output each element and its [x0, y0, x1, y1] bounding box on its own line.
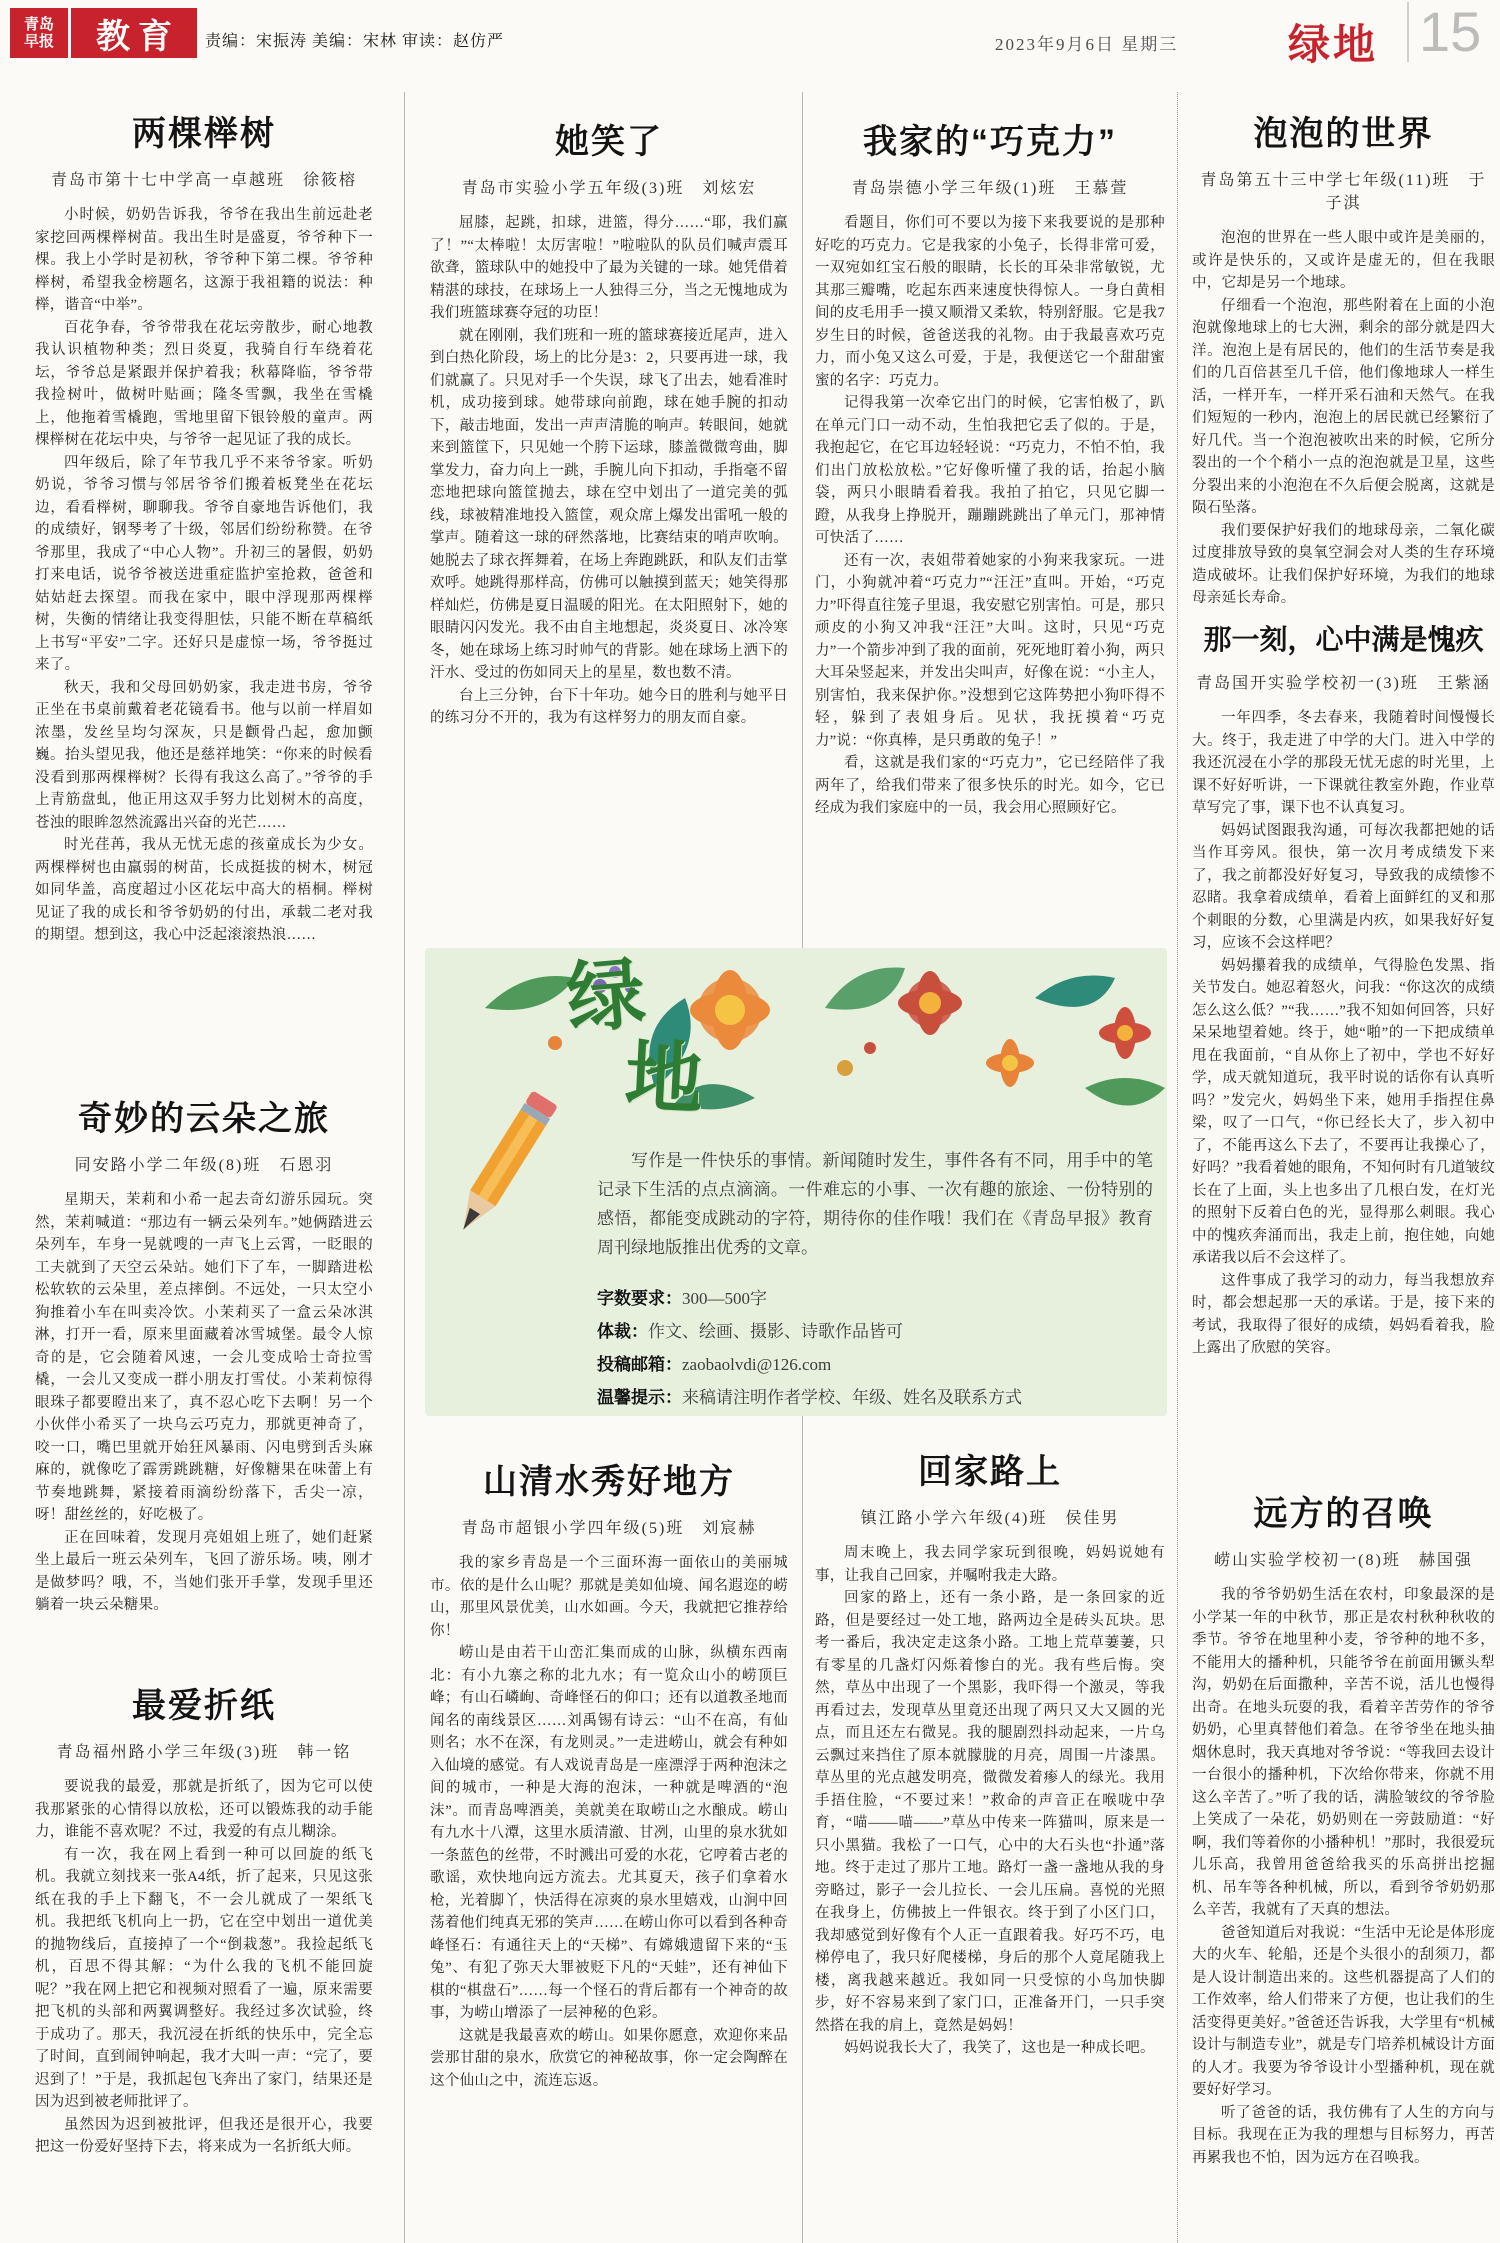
column-divider-1 — [404, 92, 405, 2243]
logo-line2: 早报 — [23, 33, 54, 50]
paragraph: 看，这就是我们家的“巧克力”，它已经陪伴了我两年了，给我们带来了很多快乐的时光。如今，它已经成为我们家庭中的一员，我会用心照顾好它。 — [815, 755, 1165, 816]
article-title: 回家路上 — [918, 1453, 1062, 1491]
article-beautiful-mountain — [430, 1448, 788, 2243]
item-value: 300—500字 — [682, 1289, 767, 1308]
paragraph: 周末晚上，我去同学家玩到很晚，妈妈说她有事，让我自己回家，并嘱咐我走大路。 — [815, 1545, 1165, 1584]
item-label: 投稿邮箱： — [597, 1355, 682, 1374]
paragraph: 听了爸爸的话，我仿佛有了人生的方向与目标。我现在正为我的理想与目标努力，再苦再累我也不怕，因为远方在召唤我。 — [1192, 2104, 1495, 2166]
article-body — [430, 1552, 788, 2092]
column-divider-3 — [1177, 92, 1178, 2243]
paragraph: 看题目，你们可不要以为接下来我要说的是那种好吃的巧克力。它是我家的小兔子，长得非常可爱，一双宛如红宝石般的眼睛，长长的耳朵非常敏锐，尤其那三瓣嘴，吃起东西来速度快得惊人。一身白黄相间的皮毛用手一摸又顺滑又柔软，特别舒服。它是我7岁生日的时候，爸爸送我的礼物。由于我最喜欢巧克力，而小兔又这么可爱，于是，我便送它一个甜甜蜜蜜的名字：巧克力。 — [815, 215, 1165, 389]
article-title: 她笑了 — [555, 123, 663, 161]
paragraph: 我的家乡青岛是一个三面环海一面依山的美丽城市。依的是什么山呢？那就是美如仙境、闻名遐迩的崂山，那里风景优美，山水如画。今天，我就把它推荐给你！ — [430, 1555, 788, 1639]
article-body — [1192, 227, 1495, 605]
submission-items — [597, 1282, 1153, 1414]
paragraph: 妈妈攥着我的成绩单，气得脸色发黑、指关节发白。她忍着怒火，问我：“你这次的成绩怎么这么低？”“我……”我不知如何回答，只好呆呆地望着她。终于，她“啪”的一下把成绩单甩在我面前，“自从你上了初中，学也不好好学，成天就知道玩，我平时说的话你有认真听吗？”发完火，妈妈坐下来，她用手指捏住鼻梁，叹了一口气，“你已经长大了，步入初中了，不能再这么下去了，不要再让我操心了，好吗？”我看着她的眼角，不知何时有几道皱纹长在了上面，头上也多出了几根白发，在灯光的照射下反着白色的光，显得那么刺眼。我心中的愧疚奔涌而出，我走上前，抱住她，向她承诺我以后不会这样了。 — [1192, 957, 1495, 1266]
article-title: 那一刻，心中满是愧疚 — [1203, 624, 1484, 655]
submission-text — [597, 1146, 1153, 1414]
paragraph: 妈妈试图跟我沟通，可每次我都把她的话当作耳旁风。很快，第一次月考成绩发下来了，我之前都没好好复习，导致我的成绩惨不忍睹。我拿着成绩单，看着上面鲜红的叉和那个刺眼的分数，心里满是内疚，如果我好好复习，应该不会这样吧？ — [1192, 822, 1495, 951]
article-full-of-guilt — [1192, 612, 1495, 1474]
paragraph: 泡泡的世界在一些人眼中或许是美丽的，或许是快乐的，又或许是虚无的，但在我眼中，它却是另一个地球。 — [1192, 230, 1495, 291]
article-body — [1192, 707, 1495, 1360]
article-body — [1192, 1584, 1495, 2169]
item-label: 体裁： — [597, 1322, 648, 1341]
article-body — [815, 212, 1165, 820]
article-title: 我家的“巧克力” — [863, 123, 1117, 161]
article-body — [430, 212, 788, 730]
email-address: zaobaolvdi@126.com — [682, 1355, 832, 1374]
article-byline: 青岛福州路小学三年级(3)班 韩一铭 — [56, 1744, 352, 1761]
article-byline: 崂山实验学校初一(8)班 赫国强 — [1214, 1552, 1473, 1569]
item-value: 来稿请注明作者学校、年级、姓名及联系方式 — [682, 1388, 1022, 1407]
page-number: 15 — [1407, 2, 1481, 62]
paragraph: 虽然因为迟到被批评，但我还是很开心，我要把这一份爱好坚持下去，将来成为一名折纸大师。 — [35, 2116, 373, 2155]
paragraph: 时光荏苒，我从无忧无虑的孩童成长为少女。两棵榉树也由羸弱的树苗，长成挺拔的树木，树冠如同华盖，高度超过小区花坛中高大的梧桐。榉树见证了我的成长和爷爷奶奶的付出，承载二老对我的期望。想到这，我心中泛起滚滚热浪…… — [35, 837, 373, 943]
article-bubble-world — [1192, 100, 1495, 605]
item-label: 字数要求： — [597, 1289, 682, 1308]
article-title: 远方的召唤 — [1253, 1495, 1434, 1533]
word-count-requirement — [597, 1282, 1153, 1315]
article-byline: 镇江路小学六年级(4)班 侯佳男 — [860, 1510, 1120, 1527]
paragraph: 要说我的最爱，那就是折纸了，因为它可以使我那紧张的心情得以放松，还可以锻炼我的动手能力，谁能不喜欢呢？不过，我爱的有点儿糊涂。 — [35, 1779, 373, 1840]
calligraphy-char-land: 地 — [622, 1033, 706, 1124]
submission-email — [597, 1348, 1153, 1381]
article-byline: 青岛国开实验学校初一(3)班 王紫涵 — [1196, 675, 1491, 692]
qingdao-morning-post-logo — [10, 8, 71, 58]
edition-name: 绿地 — [1288, 21, 1379, 68]
paragraph: 百花争春，爷爷带我在花坛旁散步，耐心地教我认识植物种类；烈日炎夏，我骑自行车绕着花坛，爷爷总是紧跟并保护着我；秋幕降临，爷爷带我捡树叶，做树叶贴画；隆冬雪飘，我坐在雪橇上，他拖着雪橇跑，雪地里留下银铃般的童声。两棵榉树在花坛中央，与爷爷一起见证了我的成长。 — [35, 319, 373, 448]
paragraph: 台上三分钟，台下十年功。她今日的胜利与她平日的练习分不开的，我为有这样努力的朋友而自豪。 — [430, 687, 788, 726]
article-byline: 青岛崇德小学三年级(1)班 王慕萱 — [851, 180, 1129, 197]
article-body — [35, 1776, 373, 2159]
article-title: 最爱折纸 — [132, 1687, 276, 1725]
paragraph: 仔细看一个泡泡，那些附着在上面的小泡泡就像地球上的七大洲，剩余的部分就是四大洋。泡泡上是有居民的，他们的生活节奏是我们的几百倍甚至几千倍，他们像地球人一样生活，一样开车，一样开采石油和天然气。在我们短短的一秒内，泡泡上的居民就已经繁衍了好几代。当一个泡泡被吹出来的时候，它所分裂出的一个个稍小一点的泡泡就是卫星，这些分裂出来的小泡泡在不久后便会脱离，这就是陨石坠落。 — [1192, 297, 1495, 516]
article-byline: 青岛第五十三中学七年级(11)班 于子淇 — [1200, 172, 1487, 212]
submission-intro: 写作是一件快乐的事情。新闻随时发生，事件各有不同，用手中的笔记录下生活的点点滴滴。一件难忘的小事、一次有趣的旅途、一份特别的感悟，都能变成跳动的字符，期待你的佳作哦！我们在《青岛早报》教育周刊绿地版推出优秀的文章。 — [597, 1151, 1153, 1257]
article-title: 山清水秀好地方 — [483, 1463, 735, 1501]
article-my-chocolate — [815, 108, 1165, 946]
submission-tip — [597, 1381, 1153, 1414]
article-body — [35, 1189, 373, 1617]
paragraph: 有一次，我在网上看到一种可以回旋的纸飞机。我就立刻找来一张A4纸，折了起来，只见这张纸在我的手上下翻飞，不一会儿就成了一架纸飞机。我把纸飞机向上一扔，它在空中划出一道优美的抛物线后，直接掉了一个“倒栽葱”。我捡起纸飞机，百思不得其解：“为什么我的飞机不能回旋呢？”我在网上把它和视频对照看了一遍，原来需要把飞机的头部和两翼调整好。我经过多次试验，终于成功了。那天，我沉浸在折纸的快乐中，完全忘了时间，直到闹钟响起，我才大叫一声：“完了，要迟到了！”于是，我抓起包飞奔出了家门，结果还是因为迟到被老师批评了。 — [35, 1846, 373, 2110]
logo-line1: 青岛 — [23, 16, 54, 33]
paragraph: 正在回味着，发现月亮姐姐上班了，她们赶紧坐上最后一班云朵列车，飞回了游乐场。咦，刚才是做梦吗？哦，不，当她们张开手掌，发现手里还躺着一块云朵糖果。 — [35, 1529, 373, 1613]
article-body — [35, 204, 373, 947]
editors-line: 责编：宋振涛 美编：宋林 审读：赵仿严 — [205, 33, 505, 50]
paragraph: 就在刚刚，我们班和一班的篮球赛接近尾声，进入到白热化阶段，场上的比分是3：2，只要再进一球，我们就赢了。只见对手一个失误，球飞了出去，她看准时机，成功接到球。她带球向前跑，球在她手腕的扣动下，敲击地面，发出一声声清脆的响声。转眼间，她就来到篮筐下，只见她一个胯下运球，膝盖微微弯曲，脚掌发力，奋力向上一跳，手腕儿向下扣动，手指毫不留恋地把球向篮筐抛去，球在空中划出了一道完美的弧线，球被精准地投入篮筐，观众席上爆发出雷吼一般的掌声。随着这一球的砰然落地，比赛结束的哨声吹响。她脱去了球衣挥舞着，在场上奔跑跳跃，和队友们击掌欢呼。她跳得那样高，仿佛可以触摸到蓝天；她笑得那样灿烂，仿佛是夏日温暖的阳光。在太阳照射下，她的眼睛闪闪发光。我不由自主地想起，炎炎夏日、冰冷寒冬，她在球场上练习时帅气的背影。她在球场上洒下的汗水、受过的伤如同天上的星星，数也数不清。 — [430, 327, 788, 681]
paragraph: 我的爷爷奶奶生活在农村，印象最深的是小学某一年的中秋节，那正是农村秋种秋收的季节。爷爷在地里种小麦，爷爷种的地不多，不能用大的播种机，只能爷爷在前面用镢头犁沟，奶奶在后面撒种，辛苦不说，活儿也慢得出奇。在地头玩耍的我，看着辛苦劳作的爷爷奶奶，心里真替他们着急。在爷爷坐在地头抽烟休息时，我天真地对爷爷说：“等我回去设计一台很小的播种机，下次给你带来，你就不用这么辛苦了。”听了我的话，满脸皱纹的爷爷脸上笑成了一朵花，奶奶则在一旁鼓励道：“好啊，我们等着你的小播种机！”那时，我很爱玩儿乐高，我曾用爸爸给我买的乐高拼出挖掘机、吊车等各种机械，所以，看到爷爷奶奶那么辛苦，我就有了天真的想法。 — [1192, 1587, 1495, 1918]
article-byline: 青岛市第十七中学高一卓越班 徐筱榕 — [50, 172, 357, 189]
paragraph: 一年四季，冬去春来，我随着时间慢慢长大。终于，我走进了中学的大门。进入中学的我还沉浸在小学的那段无忧无虑的时光里，上课不好好听讲，一下课就往教室外跑，作业草草写完了事，课下也不认真复习。 — [1192, 710, 1495, 816]
paragraph: 回家的路上，还有一条小路，是一条回家的近路，但是要经过一处工地，路两边全是砖头瓦块。思考一番后，我决定走这条小路。工地上荒草萋萋，只有零星的几盏灯闪烁着惨白的光。我有些后悔。突然，草丛中出现了一个黑影，我吓得一个激灵，等我再看过去，发现草丛里竟还出现了两只又大又圆的光点，而且还左右微晃。我的腿剧烈抖动起来，一片乌云飘过来挡住了原本就朦胧的月亮，周围一片漆黑。草丛里的光点越发明亮，微微发着瘆人的绿光。我用手捂住脸，“不要过来！”救命的声音正在喉咙中孕育，“喵——喵——”草丛中传来一阵猫叫，原来是一只小黑猫。我松了一口气，心中的大石头也“扑通”落地。终于走过了那片工地。路灯一盏一盏地从我的身旁略过，影子一会儿拉长、一会儿压扁。喜悦的光照在我身上，仿佛披上一件银衣。终于到了小区门口，我却感觉到好像有个人正一直跟着我。好巧不巧，电梯停电了，我只好爬楼梯，身后的那个人竟尾随我上楼，离我越来越近。我如同一只受惊的小鸟加快脚步，好不容易来到了家门口，正准备开门，一只手突然搭在我的肩上，竟然是妈妈！ — [815, 1590, 1165, 2034]
submission-info-box — [425, 948, 1167, 1416]
article-two-zelkova-trees — [35, 100, 373, 1075]
article-call-of-distance — [1192, 1480, 1495, 2243]
article-title: 奇妙的云朵之旅 — [78, 1100, 330, 1138]
masthead — [10, 8, 197, 58]
paragraph: 记得我第一次牵它出门的时候，它害怕极了，趴在单元门口一动不动，生怕我把它丢了似的。于是，我抱起它，在它耳边轻轻说：“巧克力，不怕不怕，我们出门放松放松。”它好像听懂了我的话，抬起小脑袋，两只小眼睛看着我。我拍了拍它，只见它脚一蹬，从我身上挣脱开，蹦蹦跳跳出了单元门，那神情可快活了…… — [815, 395, 1165, 546]
paragraph: 秋天，我和父母回奶奶家，我走进书房，爷爷正坐在书桌前戴着老花镜看书。他与以前一样眉如浓墨，发丝呈均匀深灰，只是颧骨凸起，愈加颤巍。抬头望见我，他还是慈祥地笑：“你来的时候看没看到那两棵榉树？长得有我这么高了。”爷爷的手上青筋盘虬，他正用这双手努力比划树木的高度，苍浊的眼眸忽然流露出兴奋的光芒…… — [35, 679, 373, 831]
article-title: 泡泡的世界 — [1253, 115, 1434, 153]
item-label: 温馨提示： — [597, 1388, 682, 1407]
pencil-icon — [443, 1076, 563, 1256]
article-byline: 青岛市超银小学四年级(5)班 刘宸赫 — [461, 1520, 757, 1537]
paragraph: 爸爸知道后对我说：“生活中无论是体形庞大的火车、轮船，还是个头很小的刮须刀，都是人设计制造出来的。这些机器提高了人们的工作效率，给人们带来了方便，也让我们的生活变得更美好。”爸爸还告诉我，大学里有“机械设计与制造专业”，就是专门培养机械设计方面的人才。我要为爷爷设计小型播种机，现在就要好好学习。 — [1192, 1924, 1495, 2098]
article-way-home — [815, 1438, 1165, 2243]
paragraph: 还有一次，表姐带着她家的小狗来我家玩。一进门，小狗就冲着“巧克力”“汪汪”直叫。开始，“巧克力”吓得直往笼子里退，我安慰它别害怕。可是，那只顽皮的小狗又冲我“汪汪”大叫。这时，只见“巧克力”一个箭步冲到了我的面前，死死地盯着小狗，两只大耳朵竖起来，并发出尖叫声，好像在说：“小主人，别害怕，我来保护你。”没想到它这阵势把小狗吓得不轻，躲到了表姐身后。见状，我抚摸着“巧克力”说：“你真棒，是只勇敢的兔子！” — [815, 552, 1165, 749]
article-title: 两棵榉树 — [132, 115, 276, 153]
article-cloud-journey — [35, 1085, 373, 1667]
article-love-origami — [35, 1672, 373, 2243]
genre-requirement — [597, 1315, 1153, 1348]
paragraph: 妈妈说我长大了，我笑了，这也是一种成长吧。 — [844, 2040, 1155, 2056]
paragraph: 这件事成了我学习的动力，每当我想放弃时，都会想起那一天的承诺。于是，接下来的考试，我取得了很好的成绩，妈妈看着我，脸上露出了欣慰的笑容。 — [1192, 1272, 1495, 1356]
calligraphy-char-green: 绿 — [563, 949, 649, 1044]
article-body — [815, 1542, 1165, 2060]
paragraph: 屈膝，起跳，扣球，进篮，得分……“耶，我们赢了！”“太棒啦！太厉害啦！”啦啦队的队员们喊声震耳欲聋，篮球队中的她投中了最为关键的一球。她凭借着精湛的球技，在球场上一人独得三分，当之无愧地成为我们班篮球赛夺冠的功臣！ — [430, 215, 788, 321]
article-byline: 同安路小学二年级(8)班 石恩羽 — [74, 1157, 334, 1174]
paragraph: 崂山是由若干山峦汇集而成的山脉，纵横东西南北：有小九寨之称的北九水；有一览众山小的崂顶巨峰；有山石嶙峋、奇峰怪石的仰口；还有以道教圣地而闻名的南线景区……刘禹锡有诗云：“山不在高，有仙则名；水不在深，有龙则灵。”一走进崂山，就会有种如入仙境的感觉。有人戏说青岛是一座漂浮于两种泡沫之间的城市，一种是大海的泡沫，一种就是啤酒的“泡沫”。而青岛啤酒美，美就美在取崂山之水酿成。崂山有九水十八潭，这里水质清澈、甘冽，山里的泉水犹如一条蓝色的丝带，不时溅出可爱的水花，它哼着古老的歌谣，欢快地向远方流去。尤其夏天，孩子们拿着水枪，光着脚丫，快活得在凉爽的泉水里嬉戏，山涧中回荡着他们纯真无邪的笑声……在崂山你可以看到各种奇峰怪石：有通往天上的“天梯”、有嫦娥遗留下来的“玉兔”、有犯了弥天大罪被贬下凡的“天蛙”，还有神仙下棋的“棋盘石”……每一个怪石的背后都有一个神奇的故事，为崂山增添了一层神秘的色彩。 — [430, 1645, 788, 2021]
article-byline: 青岛市实验小学五年级(3)班 刘炫宏 — [461, 180, 757, 197]
publication-date: 2023年9月6日 星期三 — [995, 35, 1179, 54]
paragraph: 星期天，茉莉和小希一起去奇幻游乐园玩。突然，茉莉喊道：“那边有一辆云朵列车。”她俩踏进云朵列车，车身一晃就嗖的一声飞上云霄，一眨眼的工夫就到了天空云朵站。她们下了车，一脚踏进松松软软的云朵里，差点摔倒。不远处，一只太空小狗推着小车在叫卖冷饮。小茉莉买了一盒云朵冰淇淋，打开一看，原来里面藏着冰雪城堡。最令人惊奇的是，它会随着风速，一会儿变成哈士奇拉雪橇，一会儿又变成一群小朋友打雪仗。小茉莉惊得眼珠子都要瞪出来了，真不忍心吃下去啊！另一个小伙伴小希买了一块乌云巧克力，那就更神奇了，咬一口，嘴巴里就开始狂风暴雨、闪电劈到舌头麻麻的，就像吃了霹雳跳跳糖，好像糖果在味蕾上有节奏地跳舞，紧接着雨滴纷纷落下，舌尖一凉，呀！甜丝丝的，好吃极了。 — [35, 1192, 373, 1523]
paragraph: 我们要保护好我们的地球母亲，二氧化碳过度排放导致的臭氧空洞会对人类的生存环境造成破坏。让我们保护好环境，为我们的地球母亲延长寿命。 — [1192, 522, 1495, 605]
item-value: 作文、绘画、摄影、诗歌作品皆可 — [648, 1322, 903, 1341]
article-she-smiled — [430, 108, 788, 946]
paragraph: 小时候，奶奶告诉我，爷爷在我出生前远赴老家挖回两棵榉树苗。我出生时是盛夏，爷爷种下一棵。我上小学时是初秋，爷爷种下第二棵。爷爷种榉树，希望我金榜题名，这源于我祖籍的说法：种榉，谐音“中举”。 — [35, 207, 373, 313]
section-title: 教育 — [71, 8, 197, 58]
paragraph: 四年级后，除了年节我几乎不来爷爷家。听奶奶说，爷爷习惯与邻居爷爷们搬着板凳坐在花坛边，看看榉树，聊聊我。爷爷自豪地告诉他们，我的成绩好，钢琴考了十级，邻居们纷纷称赞。在爷爷那里，我成了“中心人物”。升初三的暑假，奶奶打来电话，说爷爷被送进重症监护室抢救，爸爸和姑姑赶去探望。而我在家中，眼中浮现那两棵榉树，失衡的情绪让我变得胆怯，只能不断在草稿纸上书写“平安”二字。还好只是虚惊一场，爷爷挺过来了。 — [35, 454, 373, 673]
paragraph: 这就是我最喜欢的崂山。如果你愿意，欢迎你来品尝那甘甜的泉水，欣赏它的神秘故事，你一定会陶醉在这个仙山之中，流连忘返。 — [430, 2027, 788, 2089]
